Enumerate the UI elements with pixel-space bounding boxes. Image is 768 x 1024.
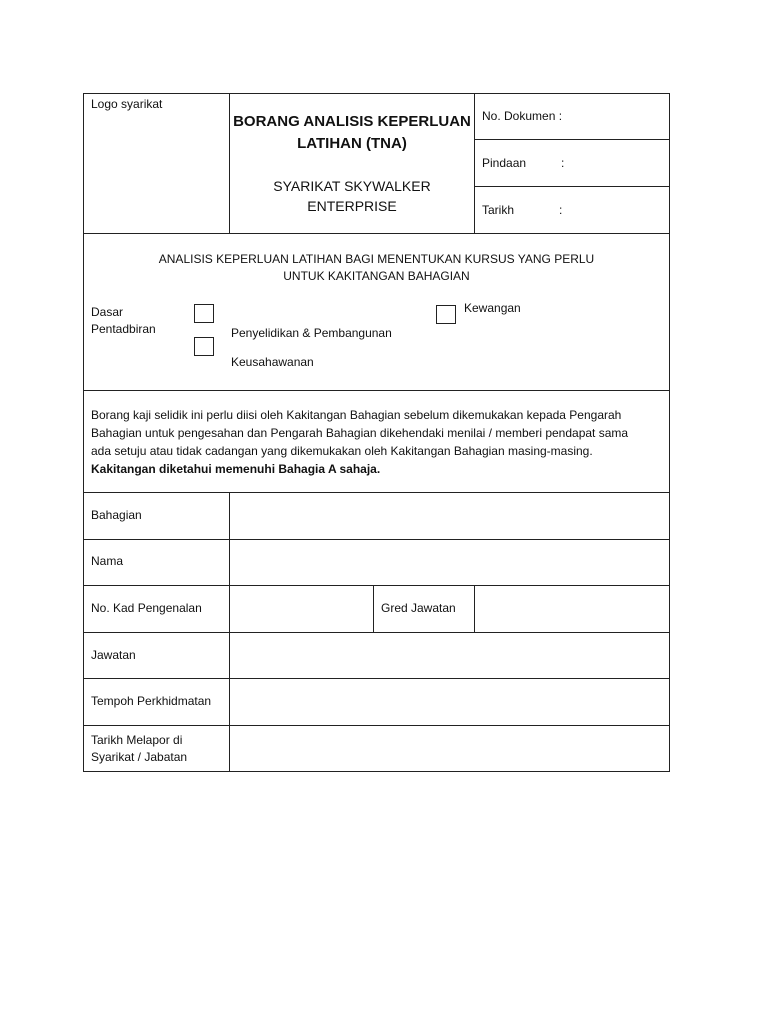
- pindaan-field[interactable]: [575, 145, 665, 181]
- nama-label: Nama: [91, 554, 124, 568]
- instructions-paragraph: [91, 406, 663, 478]
- tarikh-melapor-input[interactable]: [231, 727, 668, 771]
- row-divider-1: [83, 539, 670, 540]
- form-title: [230, 111, 474, 155]
- dasar-label-line1: Dasar: [91, 305, 124, 319]
- gred-label-divider-left: [373, 585, 374, 632]
- checkbox-kewangan[interactable]: [436, 305, 456, 324]
- jawatan-input[interactable]: [231, 634, 668, 677]
- instructions-line2: Bahagian untuk pengesahan dan Pengarah Bahagian dikehendaki menilai / memberi pendapat sama: [91, 426, 629, 440]
- analysis-heading-line2: UNTUK KAKITANGAN BAHAGIAN: [283, 269, 470, 283]
- instructions-line1: Borang kaji selidik ini perlu diisi oleh Kakitangan Bahagian sebelum dikemukakan kepada Pengarah: [91, 408, 622, 422]
- gred-jawatan-input[interactable]: [476, 587, 668, 631]
- pindaan-colon: :: [561, 156, 565, 170]
- option-keusahawanan-label: Keusahawanan: [231, 355, 314, 369]
- analysis-bottom-line: [83, 390, 670, 391]
- gred-label-divider-right: [474, 585, 475, 632]
- row-divider-5: [83, 725, 670, 726]
- header-divider-right: [474, 93, 475, 233]
- analysis-heading-line1: ANALISIS KEPERLUAN LATIHAN BAGI MENENTUKAN KURSUS YANG PERLU: [158, 252, 595, 266]
- kad-pengenalan-input[interactable]: [231, 587, 372, 631]
- company-name: [230, 176, 474, 216]
- form-title-line2: LATIHAN (TNA): [297, 135, 407, 152]
- kad-pengenalan-label: No. Kad Pengenalan: [91, 601, 202, 615]
- checkbox-penyelidikan[interactable]: [194, 337, 214, 356]
- bahagian-input[interactable]: [231, 494, 668, 538]
- company-name-line1: SYARIKAT SKYWALKER: [273, 178, 431, 194]
- analysis-heading: [83, 251, 670, 285]
- checkbox-dasar-pentadbiran[interactable]: [194, 304, 214, 323]
- tempoh-label: Tempoh Perkhidmatan: [91, 694, 212, 708]
- form-title-line1: BORANG ANALISIS KEPERLUAN: [233, 113, 471, 130]
- header-meta-divider-2: [474, 186, 670, 187]
- tarikh-label: Tarikh: [482, 203, 515, 217]
- logo-placeholder: Logo syarikat: [91, 97, 163, 111]
- header-bottom-line: [83, 233, 670, 234]
- instructions-bottom-line: [83, 492, 670, 493]
- tempoh-input[interactable]: [231, 680, 668, 724]
- dasar-label: [91, 304, 156, 338]
- instructions-line4: Kakitangan diketahui memenuhi Bahagia A sahaja.: [91, 462, 381, 476]
- pindaan-label: Pindaan: [482, 156, 527, 170]
- company-name-line2: ENTERPRISE: [307, 198, 397, 214]
- dasar-label-line2: Pentadbiran: [91, 322, 156, 336]
- tarikh-melapor-label-line1: Tarikh Melapor di: [91, 733, 183, 747]
- tarikh-melapor-label-line2: Syarikat / Jabatan: [91, 750, 188, 764]
- jawatan-label: Jawatan: [91, 648, 136, 662]
- option-kewangan-label: Kewangan: [464, 301, 521, 315]
- bahagian-label: Bahagian: [91, 508, 142, 522]
- doc-no-field[interactable]: [575, 100, 665, 134]
- tarikh-melapor-label: [91, 732, 187, 766]
- option-penyelidikan-label: Penyelidikan & Pembangunan: [231, 326, 392, 340]
- gred-jawatan-label: Gred Jawatan: [381, 601, 456, 615]
- row-divider-3: [83, 632, 670, 633]
- nama-input[interactable]: [231, 541, 668, 584]
- row-divider-2: [83, 585, 670, 586]
- header-meta-divider-1: [474, 139, 670, 140]
- tarikh-field[interactable]: [575, 192, 665, 228]
- row-divider-4: [83, 678, 670, 679]
- tarikh-colon: :: [559, 203, 563, 217]
- doc-no-label: No. Dokumen :: [482, 109, 563, 123]
- instructions-line3: ada setuju atau tidak cadangan yang dikemukakan oleh Kakitangan Bahagian masing-masing.: [91, 444, 593, 458]
